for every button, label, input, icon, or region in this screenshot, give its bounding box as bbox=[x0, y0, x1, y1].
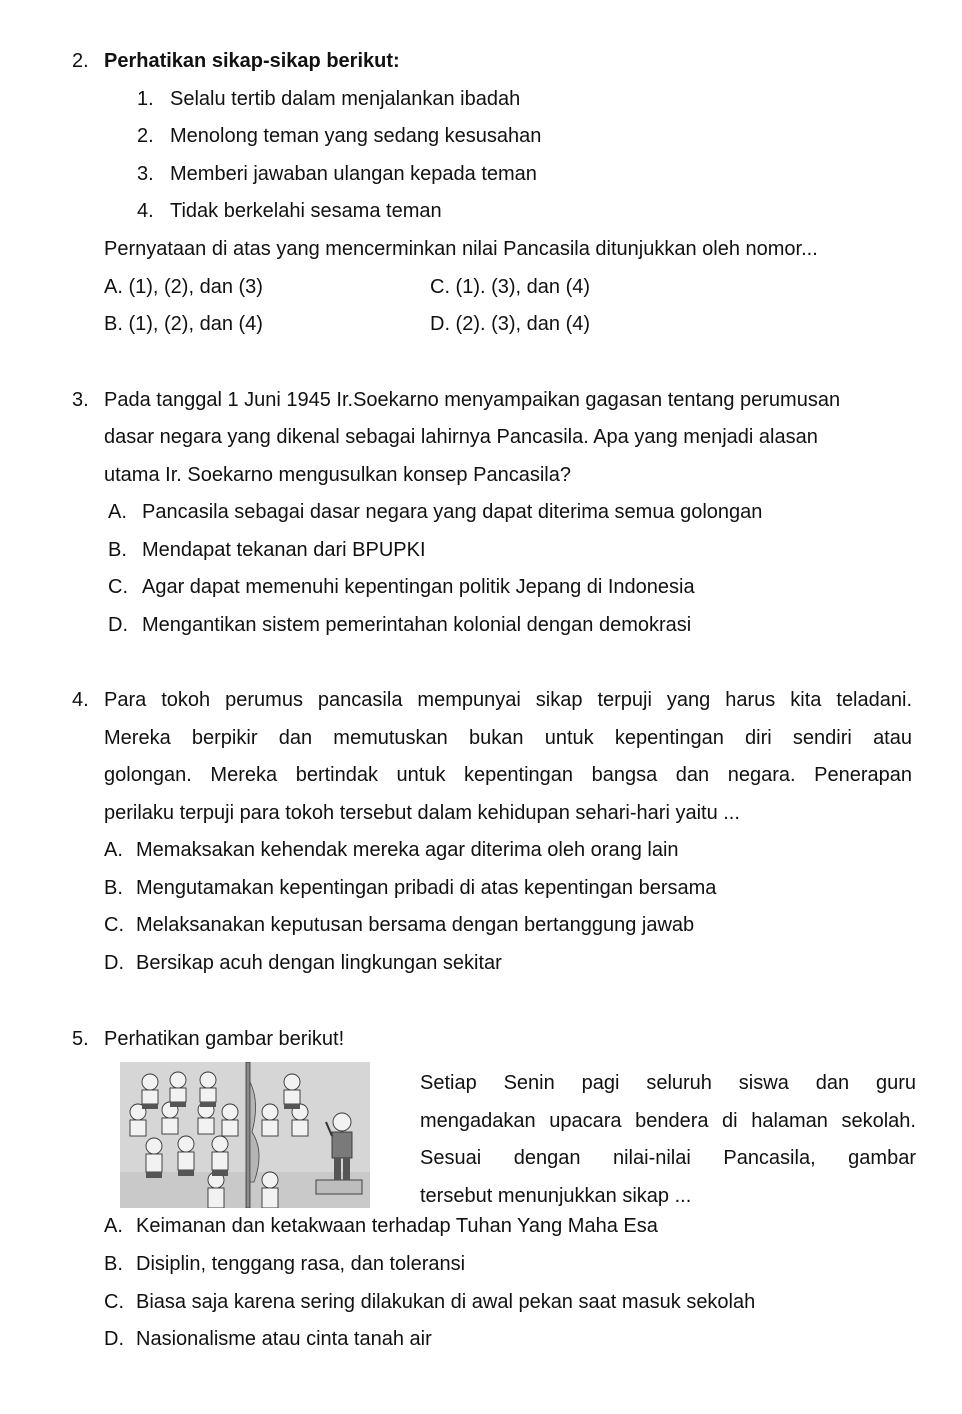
option-letter: B. bbox=[104, 1253, 123, 1275]
option-c[interactable]: C. (1). (3), dan (4) bbox=[430, 276, 591, 298]
list-item-number: 1. bbox=[137, 88, 154, 110]
question-text: Pernyataan di atas yang mencerminkan nilai Pancasila ditunjukkan oleh nomor... bbox=[104, 238, 818, 260]
option-c[interactable]: Melaksanakan keputusan bersama dengan bertanggung jawab bbox=[136, 914, 695, 936]
option-letter: D. bbox=[104, 952, 124, 974]
question-line: golongan. Mereka bertindak untuk kepentingan bangsa dan negara. Penerapan bbox=[104, 764, 912, 786]
description-line: Setiap Senin pagi seluruh siswa dan guru bbox=[420, 1072, 916, 1094]
option-letter: B. bbox=[108, 539, 127, 561]
option-letter: D. bbox=[104, 1328, 124, 1350]
list-item: Selalu tertib dalam menjalankan ibadah bbox=[170, 88, 521, 110]
list-item-number: 4. bbox=[137, 200, 154, 222]
question-line: perilaku terpuji para tokoh tersebut dalam kehidupan sehari-hari yaitu ... bbox=[104, 802, 740, 824]
list-item: Tidak berkelahi sesama teman bbox=[170, 200, 442, 222]
list-item: Memberi jawaban ulangan kepada teman bbox=[170, 163, 537, 185]
question-title: Perhatikan gambar berikut! bbox=[104, 1028, 345, 1050]
option-c[interactable]: Biasa saja karena sering dilakukan di awal pekan saat masuk sekolah bbox=[136, 1291, 756, 1313]
description-line: Sesuai dengan nilai-nilai Pancasila, gambar bbox=[420, 1147, 916, 1169]
list-item: Menolong teman yang sedang kesusahan bbox=[170, 125, 542, 147]
question-number: 2. bbox=[72, 50, 89, 72]
option-letter: A. bbox=[108, 501, 127, 523]
question-line: dasar negara yang dikenal sebagai lahirnya Pancasila. Apa yang menjadi alasan bbox=[104, 426, 818, 448]
option-letter: B. bbox=[104, 877, 123, 899]
option-letter: C. bbox=[104, 914, 124, 936]
option-letter: D. bbox=[108, 614, 128, 636]
list-item-number: 3. bbox=[137, 163, 154, 185]
question-number: 4. bbox=[72, 689, 89, 711]
option-letter: C. bbox=[108, 576, 128, 598]
question-number: 3. bbox=[72, 389, 89, 411]
option-b[interactable]: Mendapat tekanan dari BPUPKI bbox=[142, 539, 426, 561]
option-a[interactable]: Pancasila sebagai dasar negara yang dapat diterima semua golongan bbox=[142, 501, 763, 523]
option-b[interactable]: B. (1), (2), dan (4) bbox=[104, 313, 263, 335]
question-line: Mereka berpikir dan memutuskan bukan untuk kepentingan diri sendiri atau bbox=[104, 727, 912, 749]
option-d[interactable]: Nasionalisme atau cinta tanah air bbox=[136, 1328, 432, 1350]
option-c[interactable]: Agar dapat memenuhi kepentingan politik Jepang di Indonesia bbox=[142, 576, 695, 598]
flag-ceremony-drawing bbox=[120, 1062, 370, 1208]
option-b[interactable]: Mengutamakan kepentingan pribadi di atas kepentingan bersama bbox=[136, 877, 717, 899]
question-line: Para tokoh perumus pancasila mempunyai sikap terpuji yang harus kita teladani. bbox=[104, 689, 912, 711]
option-d[interactable]: Bersikap acuh dengan lingkungan sekitar bbox=[136, 952, 502, 974]
question-number: 5. bbox=[72, 1028, 89, 1050]
question-line: Pada tanggal 1 Juni 1945 Ir.Soekarno menyampaikan gagasan tentang perumusan bbox=[104, 389, 841, 411]
question-line: utama Ir. Soekarno mengusulkan konsep Pancasila? bbox=[104, 464, 571, 486]
option-d[interactable]: D. (2). (3), dan (4) bbox=[430, 313, 591, 335]
option-a[interactable]: Keimanan dan ketakwaan terhadap Tuhan Yang Maha Esa bbox=[136, 1215, 658, 1237]
option-letter: A. bbox=[104, 839, 123, 861]
option-a[interactable]: A. (1), (2), dan (3) bbox=[104, 276, 263, 298]
option-d[interactable]: Mengantikan sistem pemerintahan kolonial dengan demokrasi bbox=[142, 614, 692, 636]
flag-ceremony-illustration bbox=[120, 1062, 370, 1208]
option-a[interactable]: Memaksakan kehendak mereka agar diterima oleh orang lain bbox=[136, 839, 679, 861]
option-b[interactable]: Disiplin, tenggang rasa, dan toleransi bbox=[136, 1253, 466, 1275]
description-line: mengadakan upacara bendera di halaman sekolah. bbox=[420, 1110, 916, 1132]
description-line: tersebut menunjukkan sikap ... bbox=[420, 1185, 692, 1207]
list-item-number: 2. bbox=[137, 125, 154, 147]
question-title: Perhatikan sikap-sikap berikut: bbox=[104, 50, 400, 72]
option-letter: C. bbox=[104, 1291, 124, 1313]
option-letter: A. bbox=[104, 1215, 123, 1237]
